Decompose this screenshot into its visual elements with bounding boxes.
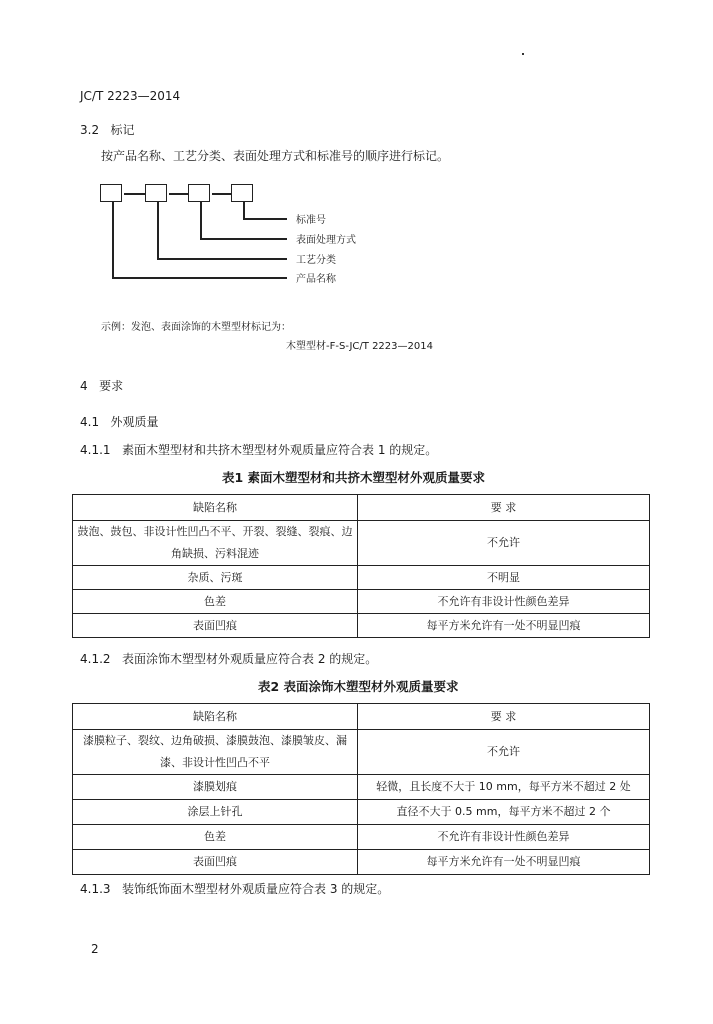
label-surface-treatment: 表面处理方式 <box>296 235 356 246</box>
document-header: JC/T 2223—2014 <box>80 89 181 103</box>
clause-4-1-2 <box>80 650 377 667</box>
clause-number: 4.1.2 <box>80 652 111 666</box>
clause-4-1-3 <box>80 880 389 897</box>
clause-text: 装饰纸饰面木塑型材外观质量应符合表 3 的规定。 <box>122 882 390 896</box>
section-title: 标记 <box>110 123 135 137</box>
clause-4-1-1 <box>80 441 437 458</box>
example-code: 木塑型材-F-S-JC/T 2223—2014 <box>286 341 433 352</box>
connector <box>169 193 188 195</box>
table-cell: 漆膜粒子、裂纹、边角破损、漆膜鼓泡、漆膜皱皮、漏漆、非设计性凹凸不平 <box>73 730 358 775</box>
table-row <box>73 521 650 566</box>
header-cell: 要 求 <box>358 704 650 730</box>
leader-line <box>157 258 287 260</box>
table-cell: 不允许有非设计性颜色差异 <box>358 825 650 850</box>
clause-number: 4.1.3 <box>80 882 111 896</box>
diagram-box-4 <box>231 184 253 202</box>
table-cell: 色差 <box>73 825 358 850</box>
leader-line <box>243 218 287 220</box>
section-title: 要求 <box>99 379 124 393</box>
table-cell: 表面凹痕 <box>73 850 358 875</box>
table-header-row <box>73 704 650 730</box>
table-cell: 轻微，且长度不大于 10 mm，每平方米不超过 2 处 <box>358 775 650 800</box>
table-cell: 不允许 <box>358 730 650 775</box>
table-row <box>73 825 650 850</box>
header-cell: 要 求 <box>358 495 650 521</box>
table-cell: 不允许有非设计性颜色差异 <box>358 590 650 614</box>
section-title: 外观质量 <box>110 415 159 429</box>
table-row <box>73 730 650 775</box>
table1 <box>72 494 650 638</box>
label-standard-number: 标准号 <box>296 215 326 226</box>
clause-text: 素面木塑型材和共挤木塑型材外观质量应符合表 1 的规定。 <box>122 443 438 457</box>
table-cell: 每平方米允许有一处不明显凹痕 <box>358 614 650 638</box>
table-row <box>73 566 650 590</box>
leader-line <box>200 202 202 239</box>
section-number: 4.1 <box>80 415 100 429</box>
table-header-row <box>73 495 650 521</box>
section-number: 4 <box>80 379 88 393</box>
label-process-type: 工艺分类 <box>296 255 336 266</box>
table2 <box>72 703 650 875</box>
diagram-box-2 <box>145 184 167 202</box>
label-product-name: 产品名称 <box>296 274 336 285</box>
clause-text: 表面涂饰木塑型材外观质量应符合表 2 的规定。 <box>122 652 378 666</box>
table-cell: 不允许 <box>358 521 650 566</box>
connector <box>212 193 231 195</box>
table-cell: 每平方米允许有一处不明显凹痕 <box>358 850 650 875</box>
page-number: 2 <box>91 942 99 956</box>
table-cell: 表面凹痕 <box>73 614 358 638</box>
scan-speck <box>522 53 524 55</box>
section-3-2-heading <box>80 121 135 138</box>
leader-line <box>112 202 114 278</box>
table-row <box>73 590 650 614</box>
leader-line <box>157 202 159 259</box>
header-cell: 缺陷名称 <box>73 495 358 521</box>
table-cell: 漆膜划痕 <box>73 775 358 800</box>
section-4-heading <box>80 377 123 394</box>
table-row <box>73 775 650 800</box>
intro-text: 按产品名称、工艺分类、表面处理方式和标准号的顺序进行标记。 <box>101 149 450 163</box>
table-cell: 杂质、污斑 <box>73 566 358 590</box>
table1-caption: 表1 素面木塑型材和共挤木塑型材外观质量要求 <box>222 470 486 485</box>
section-4-1-heading <box>80 413 159 430</box>
leader-line <box>112 277 287 279</box>
table-cell: 不明显 <box>358 566 650 590</box>
table2-caption: 表2 表面涂饰木塑型材外观质量要求 <box>258 679 459 694</box>
table-cell: 鼓泡、鼓包、非设计性凹凸不平、开裂、裂缝、裂痕、边角缺损、污料混迹 <box>73 521 358 566</box>
table-cell: 色差 <box>73 590 358 614</box>
leader-line <box>200 238 287 240</box>
table-row <box>73 614 650 638</box>
clause-number: 4.1.1 <box>80 443 111 457</box>
table-row <box>73 850 650 875</box>
connector <box>124 193 145 195</box>
leader-line <box>243 202 245 219</box>
table-row <box>73 800 650 825</box>
example-label: 示例：发泡、表面涂饰的木塑型材标记为： <box>101 322 291 333</box>
header-cell: 缺陷名称 <box>73 704 358 730</box>
diagram-box-3 <box>188 184 210 202</box>
table-cell: 直径不大于 0.5 mm，每平方米不超过 2 个 <box>358 800 650 825</box>
table-cell: 涂层上针孔 <box>73 800 358 825</box>
diagram-box-1 <box>100 184 122 202</box>
section-number: 3.2 <box>80 123 100 137</box>
